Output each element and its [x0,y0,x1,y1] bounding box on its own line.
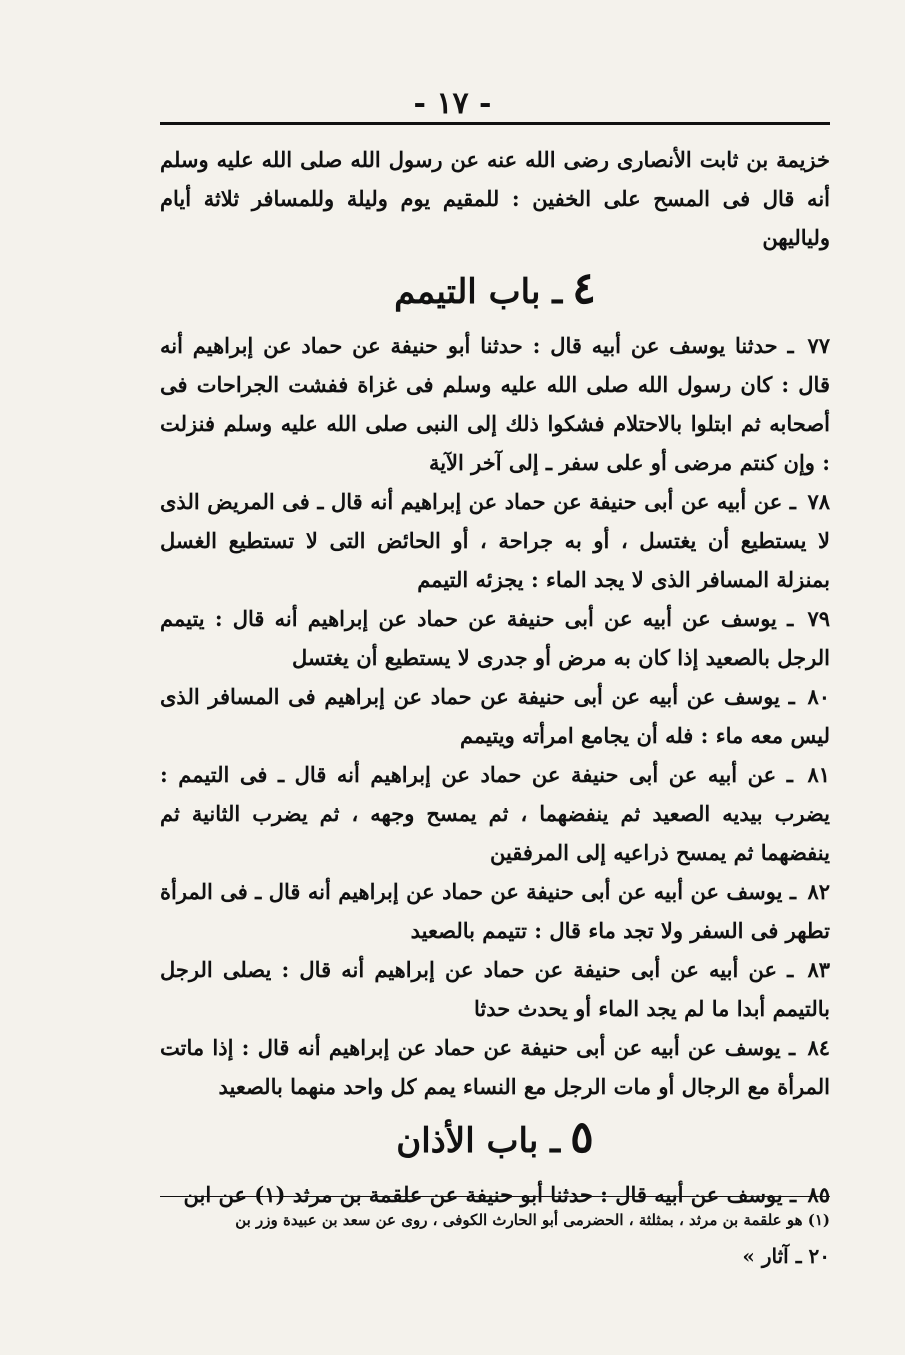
hadith-text: ـ يوسف عن أبيه عن أبى حنيفة عن حماد عن إبراهيم أنه قال : يتيمم الرجل بالصعيد إذا كان به مرض أو جدرى لا يستطيع أن يغتسل [160,606,830,670]
hadith-81 [160,755,830,872]
page-number: - ١٧ - [413,86,492,121]
hadith-number: ٨٣ [807,957,830,982]
hadith-82 [160,872,830,950]
hadith-number: ٨٥ [807,1182,830,1207]
page-body [160,140,830,1214]
hadith-text: ـ حدثنا يوسف عن أبيه قال : حدثنا أبو حنيفة عن حماد عن إبراهيم أنه قال : كان رسول الله صلى الله عليه وسلم فى غزاة ففشت الجراحات فى أصحابه ثم ابتلوا بالاحتلام فشكوا ذلك إلى النبى صلى الله عليه وسلم فنزلت : وإن كنتم مرضى أو على سفر ـ إلى آخر الآية [160,333,830,475]
signature-mark: ٢٠ ـ آثار » [742,1244,830,1268]
hadith-text: ـ يوسف عن أبيه قال : حدثنا أبو حنيفة عن علقمة بن مرثد (١) عن ابن [183,1182,797,1207]
intro-paragraph: خزيمة بن ثابت الأنصارى رضى الله عنه عن رسول الله صلى الله عليه وسلم أنه قال فى المسح على الخفين : للمقيم يوم وليلة وللمسافر ثلاثة أيام ولياليهن [160,147,830,250]
chapter-number: ٥ [570,1112,594,1163]
hadith-number: ٨٢ [807,879,830,904]
header-rule [160,122,830,125]
hadith-text: ـ يوسف عن أبيه عن أبى حنيفة عن حماد عن إبراهيم أنه قال : إذا ماتت المرأة مع الرجال أو مات الرجل مع النساء يمم كل واحد منهما بالصعيد [160,1035,830,1099]
hadith-80 [160,677,830,755]
hadith-text: ـ عن أبيه عن أبى حنيفة عن حماد عن إبراهيم أنه قال ـ فى التيمم : يضرب بيديه الصعيد ثم ينفضهما ، ثم يمسح وجهه ، ثم يضرب الثانية ثم ينفضهما ثم يمسح ذراعيه إلى المرفقين [160,762,830,865]
hadith-number: ٨١ [807,762,831,787]
hadith-number: ٧٩ [807,606,830,631]
hadith-text: ـ يوسف عن أبيه عن أبى حنيفة عن حماد عن إبراهيم أنه قال ـ فى المرأة تطهر فى السفر ولا تجد ماء قال : تتيمم بالصعيد [160,879,830,943]
chapter-heading-tayammum [160,261,830,320]
hadith-number: ٨٠ [807,684,831,709]
hadith-77 [160,326,830,482]
chapter-title: ـ باب التيمم [394,272,563,312]
chapter-number: ٤ [572,263,596,314]
hadith-number: ٨٤ [807,1035,830,1060]
hadith-number: ٧٧ [807,333,831,358]
hadith-number: ٧٨ [807,489,831,514]
hadith-text: ـ يوسف عن أبيه عن أبى حنيفة عن حماد عن إبراهيم فى المسافر الذى ليس معه ماء : فله أن يجامع امرأته ويتيمم [160,684,830,748]
hadith-text: ـ عن أبيه عن أبى حنيفة عن حماد عن إبراهيم أنه قال : يصلى الرجل بالتيمم أبدا ما لم يجد الماء أو يحدث حدثا [160,957,830,1021]
hadith-78 [160,482,830,599]
chapter-title: ـ باب الأذان [396,1121,561,1161]
footnote-rule [160,1196,830,1197]
footnote: (١) هو علقمة بن مرثد ، بمثلثة ، الحضرمى أبو الحارث الكوفى ، روى عن سعد بن عبيدة وزر بن [235,1211,830,1229]
chapter-heading-adhan [160,1110,830,1169]
hadith-text: ـ عن أبيه عن أبى حنيفة عن حماد عن إبراهيم أنه قال ـ فى المريض الذى لا يستطيع أن يغتسل ، أو به جراحة ، أو الحائض التى لا تستطيع الغسل بمنزلة المسافر الذى لا يجد الماء : يجزئه التيمم [160,489,830,592]
hadith-79 [160,599,830,677]
hadith-84 [160,1028,830,1106]
hadith-83 [160,950,830,1028]
